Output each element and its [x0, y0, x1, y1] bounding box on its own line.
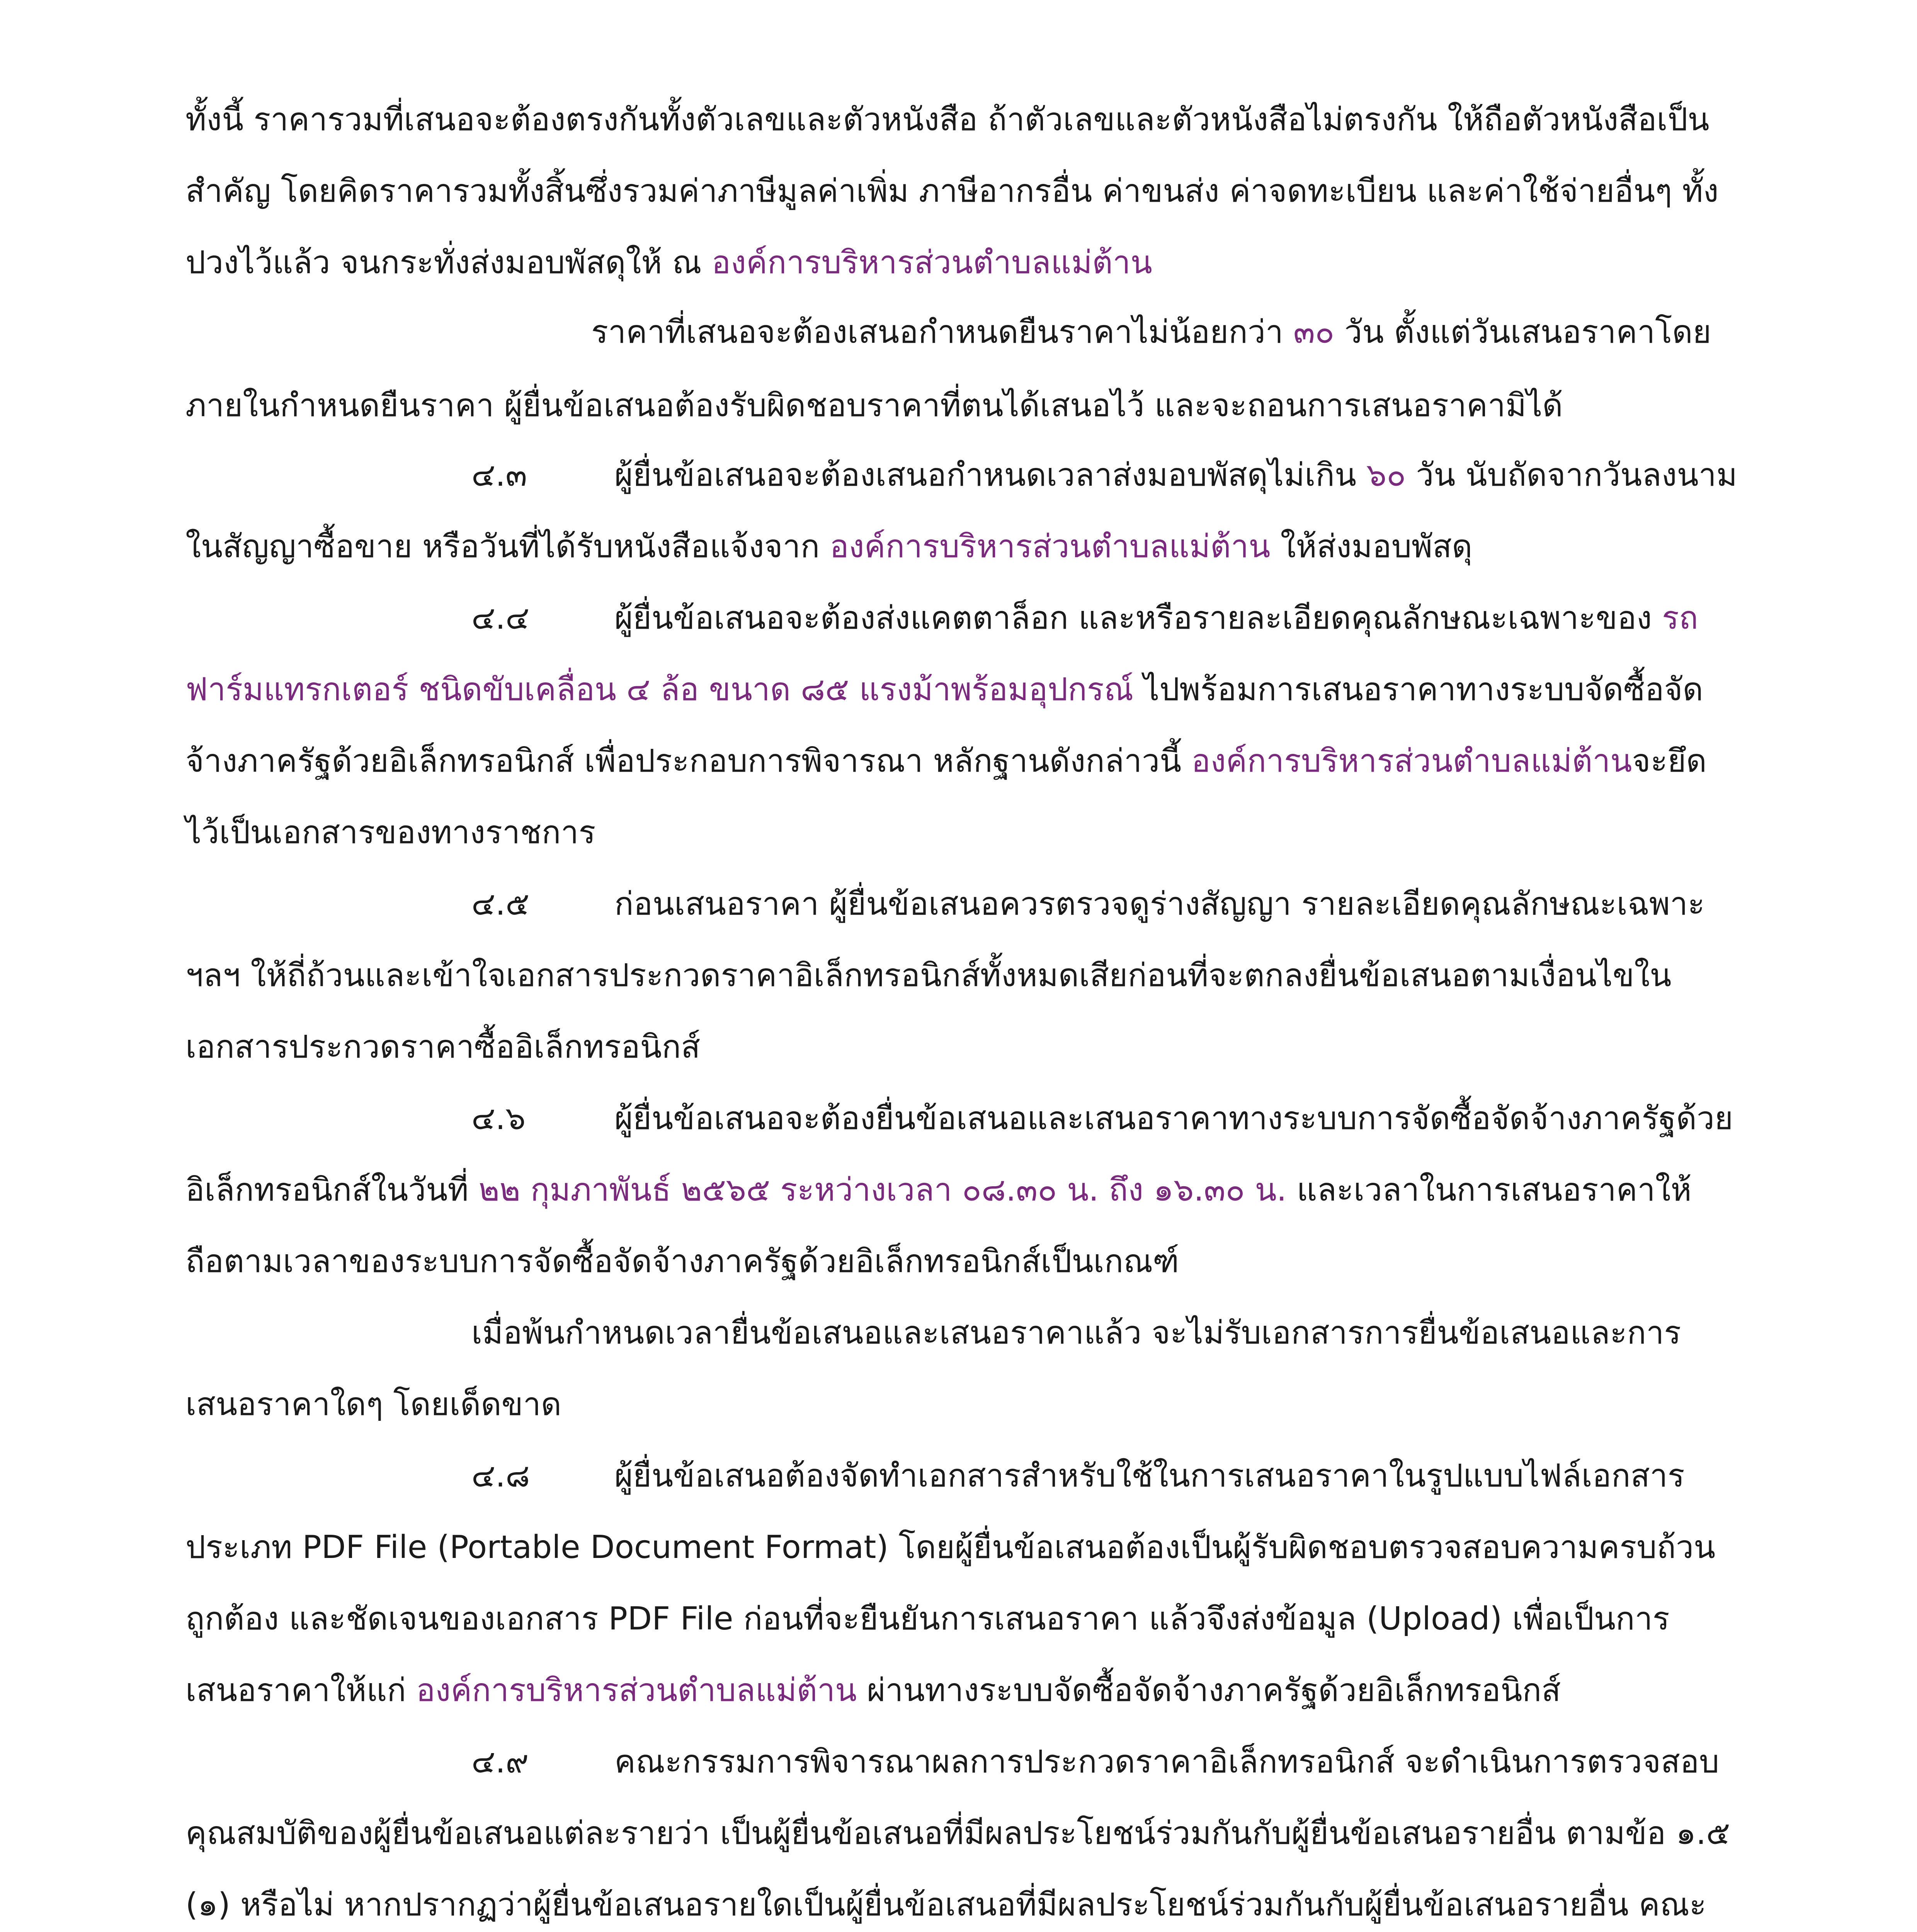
text: สำคัญ โดยคิดราคารวมทั้งสิ้นซึ่งรวมค่าภาษีมูลค่าเพิ่ม ภาษีอากรอื่น ค่าขนส่ง ค่าจดทะเบียน และค่าใช้จ่ายอื่นๆ ทั้ง [185, 173, 1719, 209]
text: อิเล็กทรอนิกส์ในวันที่ [185, 1172, 479, 1208]
text: คณะกรรมการพิจารณาผลการประกวดราคาอิเล็กทรอนิกส์ จะดำเนินการตรวจสอบ [614, 1743, 1720, 1780]
text-line [185, 738, 1707, 784]
text-line [185, 1167, 1692, 1213]
text: ถือตามเวลาของระบบการจัดซื้อจัดจ้างภาครัฐด้วยอิเล็กทรอนิกส์เป็นเกณฑ์ [185, 1243, 1179, 1280]
text-line [185, 1667, 1561, 1714]
text: ผู้ยื่นข้อเสนอจะต้องยื่นข้อเสนอและเสนอราคาทางระบบการจัดซื้อจัดจ้างภาครัฐด้วย [614, 1100, 1733, 1137]
org-name: องค์การบริหารส่วนตำบลแม่ต้าน [711, 244, 1152, 281]
text: ทั้งนี้ ราคารวมที่เสนอจะต้องตรงกันทั้งตัวเลขและตัวหนังสือ ถ้าตัวเลขและตัวหนังสือไม่ตรงกัน ให้ถือตัวหนังสือเป็น [185, 101, 1709, 138]
text-line [185, 667, 1703, 713]
text: จ้างภาครัฐด้วยอิเล็กทรอนิกส์ เพื่อประกอบการพิจารณา หลักฐานดังกล่าวนี้ [185, 743, 1192, 779]
text: และเวลาในการเสนอราคาให้ [1286, 1172, 1692, 1208]
section-4-8 [471, 1453, 1685, 1499]
section-4-3 [471, 452, 1737, 498]
submission-date: ๒๒ กุมภาพันธ์ ๒๕๖๕ ระหว่างเวลา ๐๘.๓๐ น. ถึง ๑๖.๓๐ น. [478, 1172, 1287, 1208]
text-line [185, 240, 1152, 286]
section-4-9 [471, 1739, 1719, 1785]
org-name: องค์การบริหารส่วนตำบลแม่ต้าน [830, 528, 1271, 565]
text: ไปพร้อมการเสนอราคาทางระบบจัดซื้อจัด [1133, 671, 1703, 708]
text: ฯลฯ ให้ถี่ถ้วนและเข้าใจเอกสารประกวดราคาอิเล็กทรอนิกส์ทั้งหมดเสียก่อนที่จะตกลงยื่นข้อเสนอตามเงื่อนไขใน [185, 957, 1672, 994]
text: เอกสารประกวดราคาซื้ออิเล็กทรอนิกส์ [185, 1029, 701, 1065]
text-line [185, 524, 1472, 570]
text-line [185, 1810, 1730, 1857]
text-line [591, 309, 1711, 355]
text-line [185, 1024, 700, 1070]
text: ประเภท PDF File (Portable Document Format) โดยผู้ยื่นข้อเสนอต้องเป็นผู้รับผิดชอบตรวจสอบความครบถ้วน [185, 1529, 1716, 1566]
text: จะยึด [1632, 743, 1707, 779]
highlight-value: ๓๐ [1293, 314, 1335, 350]
text-line [185, 1596, 1670, 1642]
section-number: ๔.๕ [471, 886, 530, 922]
section-number: ๔.๔ [471, 600, 530, 636]
text: วัน นับถัดจากวันลงนาม [1406, 457, 1737, 493]
text: ให้ส่งมอบพัสดุ [1270, 528, 1473, 565]
text-line [185, 383, 1563, 429]
text: ไว้เป็นเอกสารของทางราชการ [185, 814, 596, 851]
org-name: องค์การบริหารส่วนตำบลแม่ต้าน [416, 1672, 857, 1709]
section-4-6 [471, 1095, 1733, 1142]
text: ผู้ยื่นข้อเสนอจะต้องส่งแคตตาล็อก และหรือรายละเอียดคุณลักษณะเฉพาะของ [614, 600, 1662, 636]
text: ปวงไว้แล้ว จนกระทั่งส่งมอบพัสดุให้ ณ [185, 244, 712, 281]
text-line [185, 952, 1671, 999]
text-line [185, 810, 595, 856]
text-line [185, 97, 1709, 143]
text-line [185, 1238, 1179, 1285]
text: ในสัญญาซื้อขาย หรือวันที่ได้รับหนังสือแจ้งจาก [185, 528, 830, 565]
org-name: องค์การบริหารส่วนตำบลแม่ต้าน [1191, 743, 1632, 779]
text: เมื่อพ้นกำหนดเวลายื่นข้อเสนอและเสนอราคาแล้ว จะไม่รับเอกสารการยื่นข้อเสนอและการ [471, 1315, 1681, 1351]
highlight-value: ๖๐ [1366, 457, 1406, 493]
section-number: ๔.๖ [471, 1100, 526, 1137]
text-line [185, 1381, 561, 1428]
text: ราคาที่เสนอจะต้องเสนอกำหนดยืนราคาไม่น้อยกว่า [591, 314, 1294, 350]
product-name: รถ [1662, 600, 1698, 636]
text: ผ่านทางระบบจัดซื้อจัดจ้างภาครัฐด้วยอิเล็กทรอนิกส์ [857, 1672, 1561, 1709]
text-line [185, 168, 1719, 214]
text: ภายในกำหนดยืนราคา ผู้ยื่นข้อเสนอต้องรับผิดชอบราคาที่ตนได้เสนอไว้ และจะถอนการเสนอราคามิได้ [185, 387, 1563, 424]
section-number: ๔.๙ [471, 1743, 529, 1780]
text: ผู้ยื่นข้อเสนอต้องจัดทำเอกสารสำหรับใช้ในการเสนอราคาในรูปแบบไฟล์เอกสาร [614, 1458, 1685, 1494]
section-number: ๔.๓ [471, 457, 527, 493]
text-line [471, 1310, 1681, 1356]
text: ก่อนเสนอราคา ผู้ยื่นข้อเสนอควรตรวจดูร่างสัญญา รายละเอียดคุณลักษณะเฉพาะ [614, 886, 1705, 922]
text-line [185, 1882, 1706, 1928]
text-line [185, 1524, 1715, 1571]
text: เสนอราคาให้แก่ [185, 1672, 417, 1709]
section-4-4 [471, 595, 1698, 641]
text: ผู้ยื่นข้อเสนอจะต้องเสนอกำหนดเวลาส่งมอบพัสดุไม่เกิน [614, 457, 1367, 493]
product-name: ฟาร์มแทรกเตอร์ ชนิดขับเคลื่อน ๔ ล้อ ขนาด ๘๕ แรงม้าพร้อมอุปกรณ์ [185, 671, 1134, 708]
text: คุณสมบัติของผู้ยื่นข้อเสนอแต่ละรายว่า เป็นผู้ยื่นข้อเสนอที่มีผลประโยชน์ร่วมกันกับผู้ยื่นข้อเสนอรายอื่น ตามข้อ ๑.๕ [185, 1815, 1730, 1852]
text: เสนอราคาใดๆ โดยเด็ดขาด [185, 1386, 561, 1423]
text: (๑) หรือไม่ หากปรากฏว่าผู้ยื่นข้อเสนอรายใดเป็นผู้ยื่นข้อเสนอที่มีผลประโยชน์ร่วมกันกับผู้ยื่นข้อเสนอรายอื่น คณะ [185, 1886, 1706, 1923]
text: วัน ตั้งแต่วันเสนอราคาโดย [1334, 314, 1711, 350]
text: ถูกต้อง และชัดเจนของเอกสาร PDF File ก่อนที่จะยืนยันการเสนอราคา แล้วจึงส่งข้อมูล (Upload) เพื่อเป็นการ [185, 1600, 1670, 1637]
section-number: ๔.๘ [471, 1458, 530, 1494]
section-4-5 [471, 881, 1705, 927]
